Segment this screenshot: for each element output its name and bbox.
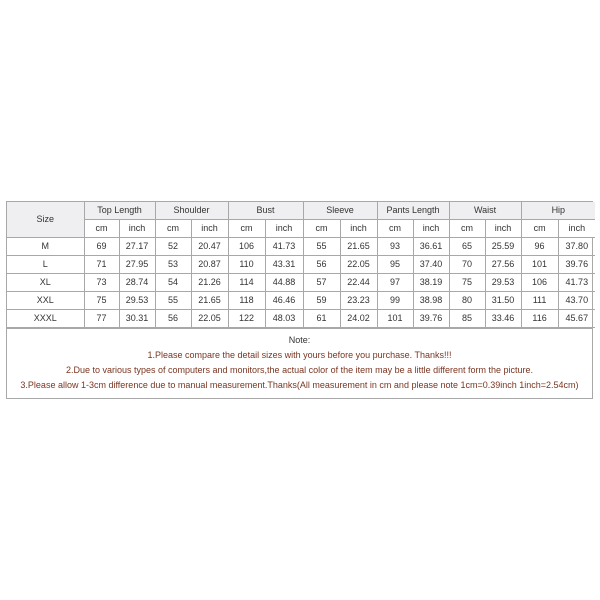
value-cell: 59 bbox=[303, 292, 340, 310]
value-cell: 95 bbox=[377, 256, 413, 274]
value-cell: 45.67 bbox=[558, 310, 595, 328]
value-cell: 37.40 bbox=[413, 256, 449, 274]
value-cell: 93 bbox=[377, 238, 413, 256]
value-cell: 85 bbox=[449, 310, 485, 328]
value-cell: 57 bbox=[303, 274, 340, 292]
note-line-3: 3.Please allow 1-3cm difference due to manual measurement.Thanks(All measurement in cm and please note 1cm=0.39inch 1inch=2.54cm) bbox=[20, 380, 579, 390]
value-cell: 30.31 bbox=[119, 310, 155, 328]
value-cell: 116 bbox=[521, 310, 558, 328]
value-cell: 46.46 bbox=[265, 292, 303, 310]
size-cell: XL bbox=[7, 274, 84, 292]
value-cell: 52 bbox=[155, 238, 191, 256]
value-cell: 38.98 bbox=[413, 292, 449, 310]
size-chart bbox=[6, 201, 593, 399]
value-cell: 55 bbox=[303, 238, 340, 256]
value-cell: 69 bbox=[84, 238, 119, 256]
size-cell: XXXL bbox=[7, 310, 84, 328]
value-cell: 36.61 bbox=[413, 238, 449, 256]
unit-inch-header: inch bbox=[265, 220, 303, 238]
value-cell: 41.73 bbox=[265, 238, 303, 256]
value-cell: 23.23 bbox=[340, 292, 377, 310]
value-cell: 38.19 bbox=[413, 274, 449, 292]
value-cell: 65 bbox=[449, 238, 485, 256]
value-cell: 73 bbox=[84, 274, 119, 292]
sleeve-header: Sleeve bbox=[303, 202, 377, 220]
value-cell: 77 bbox=[84, 310, 119, 328]
unit-inch-header: inch bbox=[191, 220, 228, 238]
value-cell: 25.59 bbox=[485, 238, 521, 256]
value-cell: 54 bbox=[155, 274, 191, 292]
pants-length-header: Pants Length bbox=[377, 202, 449, 220]
table-row bbox=[7, 292, 595, 310]
value-cell: 122 bbox=[228, 310, 265, 328]
unit-cm-header: cm bbox=[377, 220, 413, 238]
top-length-header: Top Length bbox=[84, 202, 155, 220]
note-line-2: 2.Due to various types of computers and monitors,the actual color of the item may be a little different form the picture. bbox=[65, 365, 534, 375]
waist-header: Waist bbox=[449, 202, 521, 220]
value-cell: 22.05 bbox=[340, 256, 377, 274]
unit-inch-header: inch bbox=[485, 220, 521, 238]
unit-cm-header: cm bbox=[84, 220, 119, 238]
value-cell: 29.53 bbox=[485, 274, 521, 292]
value-cell: 21.65 bbox=[340, 238, 377, 256]
hip-header: Hip bbox=[521, 202, 595, 220]
unit-cm-header: cm bbox=[228, 220, 265, 238]
value-cell: 118 bbox=[228, 292, 265, 310]
notes-section bbox=[7, 328, 592, 393]
unit-inch-header: inch bbox=[340, 220, 377, 238]
value-cell: 96 bbox=[521, 238, 558, 256]
value-cell: 43.70 bbox=[558, 292, 595, 310]
value-cell: 97 bbox=[377, 274, 413, 292]
value-cell: 61 bbox=[303, 310, 340, 328]
value-cell: 75 bbox=[84, 292, 119, 310]
value-cell: 41.73 bbox=[558, 274, 595, 292]
value-cell: 106 bbox=[521, 274, 558, 292]
value-cell: 27.95 bbox=[119, 256, 155, 274]
value-cell: 48.03 bbox=[265, 310, 303, 328]
unit-header-row bbox=[7, 220, 595, 238]
unit-inch-header: inch bbox=[558, 220, 595, 238]
unit-cm-header: cm bbox=[155, 220, 191, 238]
value-cell: 22.05 bbox=[191, 310, 228, 328]
value-cell: 21.26 bbox=[191, 274, 228, 292]
table-row bbox=[7, 256, 595, 274]
value-cell: 80 bbox=[449, 292, 485, 310]
value-cell: 20.87 bbox=[191, 256, 228, 274]
size-cell: XXL bbox=[7, 292, 84, 310]
value-cell: 111 bbox=[521, 292, 558, 310]
value-cell: 56 bbox=[155, 310, 191, 328]
size-cell: L bbox=[7, 256, 84, 274]
value-cell: 55 bbox=[155, 292, 191, 310]
value-cell: 29.53 bbox=[119, 292, 155, 310]
size-cell: M bbox=[7, 238, 84, 256]
note-line-1: 1.Please compare the detail sizes with yours before you purchase. Thanks!!! bbox=[147, 350, 452, 360]
bust-header: Bust bbox=[228, 202, 303, 220]
value-cell: 20.47 bbox=[191, 238, 228, 256]
value-cell: 70 bbox=[449, 256, 485, 274]
value-cell: 53 bbox=[155, 256, 191, 274]
value-cell: 39.76 bbox=[413, 310, 449, 328]
table-row bbox=[7, 238, 595, 256]
value-cell: 27.17 bbox=[119, 238, 155, 256]
unit-inch-header: inch bbox=[119, 220, 155, 238]
value-cell: 110 bbox=[228, 256, 265, 274]
value-cell: 39.76 bbox=[558, 256, 595, 274]
table-row bbox=[7, 274, 595, 292]
value-cell: 24.02 bbox=[340, 310, 377, 328]
value-cell: 101 bbox=[521, 256, 558, 274]
value-cell: 28.74 bbox=[119, 274, 155, 292]
unit-cm-header: cm bbox=[521, 220, 558, 238]
value-cell: 33.46 bbox=[485, 310, 521, 328]
value-cell: 75 bbox=[449, 274, 485, 292]
value-cell: 56 bbox=[303, 256, 340, 274]
value-cell: 31.50 bbox=[485, 292, 521, 310]
value-cell: 101 bbox=[377, 310, 413, 328]
value-cell: 27.56 bbox=[485, 256, 521, 274]
value-cell: 44.88 bbox=[265, 274, 303, 292]
value-cell: 22.44 bbox=[340, 274, 377, 292]
unit-cm-header: cm bbox=[303, 220, 340, 238]
unit-inch-header: inch bbox=[413, 220, 449, 238]
value-cell: 99 bbox=[377, 292, 413, 310]
value-cell: 43.31 bbox=[265, 256, 303, 274]
note-title: Note: bbox=[288, 335, 311, 345]
value-cell: 71 bbox=[84, 256, 119, 274]
value-cell: 114 bbox=[228, 274, 265, 292]
size-column-header: Size bbox=[7, 202, 84, 238]
table-row bbox=[7, 310, 595, 328]
shoulder-header: Shoulder bbox=[155, 202, 228, 220]
value-cell: 106 bbox=[228, 238, 265, 256]
group-header-row bbox=[7, 202, 595, 220]
size-table bbox=[7, 202, 595, 328]
value-cell: 21.65 bbox=[191, 292, 228, 310]
unit-cm-header: cm bbox=[449, 220, 485, 238]
value-cell: 37.80 bbox=[558, 238, 595, 256]
